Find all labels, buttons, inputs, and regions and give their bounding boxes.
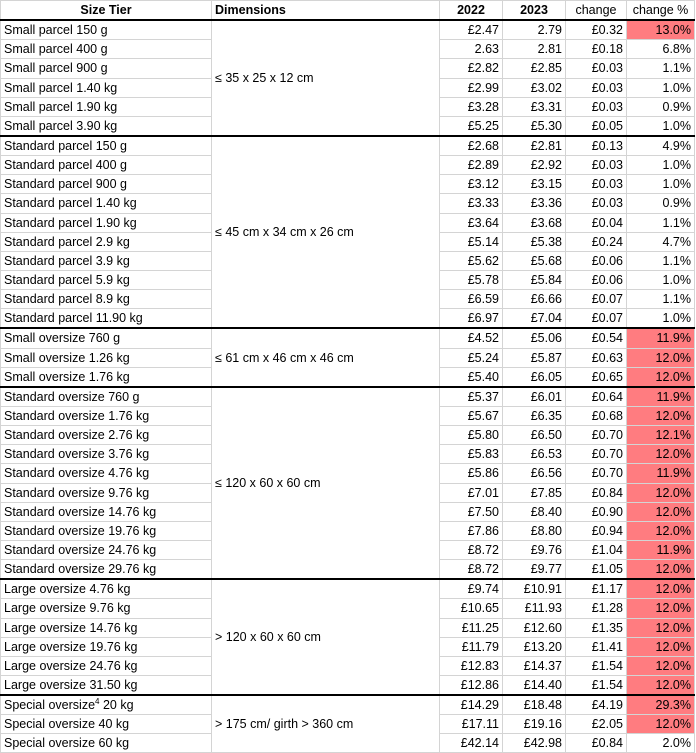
price-2023-cell[interactable]: £8.40 bbox=[503, 502, 566, 521]
change-percent-cell[interactable]: 12.0% bbox=[627, 656, 695, 675]
change-cell[interactable]: £0.13 bbox=[566, 136, 627, 156]
change-percent-cell[interactable]: 1.1% bbox=[627, 251, 695, 270]
change-percent-cell[interactable]: 12.0% bbox=[627, 348, 695, 367]
change-percent-cell[interactable]: 12.0% bbox=[627, 637, 695, 656]
price-2023-cell[interactable]: £3.68 bbox=[503, 213, 566, 232]
price-2022-cell[interactable]: £12.86 bbox=[440, 675, 503, 695]
change-cell[interactable]: £0.03 bbox=[566, 97, 627, 116]
price-2023-cell[interactable]: £6.01 bbox=[503, 387, 566, 407]
size-tier-cell[interactable] bbox=[1, 560, 212, 580]
change-percent-cell[interactable]: 12.0% bbox=[627, 521, 695, 540]
size-tier-label: Standard parcel 150 g bbox=[4, 139, 128, 154]
price-2023-cell[interactable]: £6.50 bbox=[503, 426, 566, 445]
change-cell[interactable]: £0.18 bbox=[566, 40, 627, 59]
change-cell[interactable]: £0.94 bbox=[566, 521, 627, 540]
size-tier-label: Small oversize 760 g bbox=[4, 331, 121, 346]
size-tier-label: Large oversize 4.76 kg bbox=[4, 582, 131, 597]
price-2023-cell[interactable]: £12.60 bbox=[503, 618, 566, 637]
size-tier-label: Standard oversize 2.76 kg bbox=[4, 428, 150, 443]
price-2022-cell[interactable]: 2.63 bbox=[440, 40, 503, 59]
size-tier-label: Special oversize 60 kg bbox=[4, 736, 130, 751]
size-tier-label: Small parcel 400 g bbox=[4, 42, 108, 57]
size-tier-cell[interactable] bbox=[1, 367, 212, 387]
size-tier-cell[interactable] bbox=[1, 521, 212, 540]
price-2022-cell[interactable]: £2.89 bbox=[440, 156, 503, 175]
table-body bbox=[1, 20, 695, 753]
price-2022-cell[interactable]: £5.25 bbox=[440, 116, 503, 136]
size-tier-cell[interactable] bbox=[1, 483, 212, 502]
change-cell[interactable]: £0.03 bbox=[566, 194, 627, 213]
change-percent-cell[interactable]: 12.0% bbox=[627, 618, 695, 637]
size-tier-label: Large oversize 31.50 kg bbox=[4, 677, 138, 692]
change-percent-cell[interactable]: 0.9% bbox=[627, 97, 695, 116]
price-2022-cell[interactable]: £5.24 bbox=[440, 348, 503, 367]
price-2023-cell[interactable]: £14.40 bbox=[503, 675, 566, 695]
change-percent-cell[interactable]: 12.0% bbox=[627, 560, 695, 580]
dimensions-cell[interactable]: ≤ 120 x 60 x 60 cm bbox=[212, 387, 440, 579]
price-2022-cell[interactable]: £4.52 bbox=[440, 328, 503, 348]
change-percent-cell[interactable]: 1.0% bbox=[627, 175, 695, 194]
table-row bbox=[1, 328, 695, 348]
size-tier-label: Standard oversize 29.76 kg bbox=[4, 562, 157, 577]
price-2023-cell[interactable]: £8.80 bbox=[503, 521, 566, 540]
price-2023-cell[interactable]: £42.98 bbox=[503, 734, 566, 753]
change-cell[interactable]: £0.32 bbox=[566, 20, 627, 40]
table-row bbox=[1, 579, 695, 599]
size-tier-label: Large oversize 24.76 kg bbox=[4, 658, 138, 673]
change-percent-cell[interactable]: 4.7% bbox=[627, 232, 695, 251]
price-2023-cell[interactable]: £6.05 bbox=[503, 367, 566, 387]
price-2022-cell[interactable]: £7.01 bbox=[440, 483, 503, 502]
size-tier-label: Standard parcel 11.90 kg bbox=[4, 311, 143, 326]
change-cell[interactable]: £0.07 bbox=[566, 290, 627, 309]
price-2023-cell[interactable]: £11.93 bbox=[503, 599, 566, 618]
table-row bbox=[1, 136, 695, 156]
change-percent-cell[interactable]: 12.0% bbox=[627, 579, 695, 599]
change-cell[interactable]: £0.03 bbox=[566, 156, 627, 175]
size-tier-cell[interactable] bbox=[1, 406, 212, 425]
price-2023-cell[interactable]: £6.53 bbox=[503, 445, 566, 464]
price-2023-cell[interactable]: £5.68 bbox=[503, 251, 566, 270]
price-2022-cell[interactable]: £42.14 bbox=[440, 734, 503, 753]
price-2022-cell[interactable]: £10.65 bbox=[440, 599, 503, 618]
footnote-marker: 4 bbox=[95, 696, 100, 706]
price-2023-cell[interactable]: £5.84 bbox=[503, 270, 566, 289]
change-percent-cell[interactable]: 4.9% bbox=[627, 136, 695, 156]
price-2022-cell[interactable]: £8.72 bbox=[440, 540, 503, 559]
size-tier-label: Standard parcel 400 g bbox=[4, 158, 128, 173]
size-tier-cell[interactable] bbox=[1, 599, 212, 618]
size-tier-label: Standard parcel 8.9 kg bbox=[4, 292, 130, 307]
price-2022-cell[interactable]: £3.12 bbox=[440, 175, 503, 194]
change-percent-cell[interactable]: 12.0% bbox=[627, 715, 695, 734]
size-tier-label: Small oversize 1.26 kg bbox=[4, 350, 130, 365]
dimensions-cell[interactable]: ≤ 45 cm x 34 cm x 26 cm bbox=[212, 136, 440, 328]
size-tier-cell[interactable] bbox=[1, 136, 212, 156]
price-2022-cell[interactable]: £2.82 bbox=[440, 59, 503, 78]
change-percent-cell[interactable]: 12.0% bbox=[627, 445, 695, 464]
price-2022-cell[interactable]: £5.62 bbox=[440, 251, 503, 270]
price-2022-cell[interactable]: £5.14 bbox=[440, 232, 503, 251]
change-percent-cell[interactable]: 2.0% bbox=[627, 734, 695, 753]
change-cell[interactable]: £0.70 bbox=[566, 445, 627, 464]
price-2022-cell[interactable]: £5.86 bbox=[440, 464, 503, 483]
size-tier-label: Standard oversize 4.76 kg bbox=[4, 466, 150, 481]
header-change[interactable]: change bbox=[566, 1, 627, 21]
price-2022-cell[interactable]: £17.11 bbox=[440, 715, 503, 734]
size-tier-cell[interactable] bbox=[1, 675, 212, 695]
price-2023-cell[interactable]: £10.91 bbox=[503, 579, 566, 599]
size-tier-cell[interactable] bbox=[1, 328, 212, 348]
size-tier-label: Special oversize 40 kg bbox=[4, 717, 130, 732]
size-tier-label: Standard oversize 1.76 kg bbox=[4, 409, 150, 424]
size-tier-label: Large oversize 14.76 kg bbox=[4, 620, 138, 635]
price-2023-cell[interactable]: £2.92 bbox=[503, 156, 566, 175]
size-tier-label: Small parcel 1.90 kg bbox=[4, 99, 118, 114]
size-tier-label: Standard parcel 1.90 kg bbox=[4, 215, 137, 230]
size-tier-cell[interactable] bbox=[1, 464, 212, 483]
price-2023-cell[interactable]: £7.85 bbox=[503, 483, 566, 502]
header-change-percent[interactable]: change % bbox=[627, 1, 695, 21]
size-tier-cell[interactable] bbox=[1, 97, 212, 116]
dimensions-cell[interactable]: > 120 x 60 x 60 cm bbox=[212, 579, 440, 695]
table-header bbox=[1, 1, 695, 21]
change-percent-cell[interactable]: 1.0% bbox=[627, 156, 695, 175]
change-percent-cell[interactable]: 1.0% bbox=[627, 309, 695, 329]
change-percent-cell[interactable]: 0.9% bbox=[627, 194, 695, 213]
size-tier-cell[interactable] bbox=[1, 656, 212, 675]
size-tier-label: Large oversize 19.76 kg bbox=[4, 639, 138, 654]
change-cell[interactable]: £0.05 bbox=[566, 116, 627, 136]
price-2022-cell[interactable]: £7.50 bbox=[440, 502, 503, 521]
size-tier-label: Standard oversize 760 g bbox=[4, 389, 140, 404]
price-2023-cell[interactable]: £3.31 bbox=[503, 97, 566, 116]
change-percent-cell[interactable]: 11.9% bbox=[627, 540, 695, 559]
price-2023-cell[interactable]: £6.66 bbox=[503, 290, 566, 309]
price-2022-cell[interactable]: £12.83 bbox=[440, 656, 503, 675]
size-tier-cell[interactable] bbox=[1, 309, 212, 329]
change-percent-cell[interactable]: 29.3% bbox=[627, 695, 695, 715]
size-tier-cell[interactable] bbox=[1, 213, 212, 232]
change-percent-cell[interactable]: 12.1% bbox=[627, 426, 695, 445]
price-2023-cell[interactable]: £5.38 bbox=[503, 232, 566, 251]
price-2022-cell[interactable]: £3.28 bbox=[440, 97, 503, 116]
change-cell[interactable]: £0.54 bbox=[566, 328, 627, 348]
size-tier-cell[interactable] bbox=[1, 78, 212, 97]
price-2022-cell[interactable]: £8.72 bbox=[440, 560, 503, 580]
size-tier-cell[interactable] bbox=[1, 579, 212, 599]
size-tier-label: Small parcel 900 g bbox=[4, 61, 108, 76]
size-tier-cell[interactable] bbox=[1, 175, 212, 194]
size-tier-cell[interactable] bbox=[1, 715, 212, 734]
header-2022[interactable]: 2022 bbox=[440, 1, 503, 21]
price-2023-cell[interactable]: £5.30 bbox=[503, 116, 566, 136]
price-2023-cell[interactable]: £2.85 bbox=[503, 59, 566, 78]
price-2023-cell[interactable]: 2.81 bbox=[503, 40, 566, 59]
change-percent-cell[interactable]: 1.0% bbox=[627, 78, 695, 97]
change-cell[interactable]: £0.07 bbox=[566, 309, 627, 329]
change-cell[interactable]: £1.04 bbox=[566, 540, 627, 559]
size-tier-cell[interactable] bbox=[1, 290, 212, 309]
price-2023-cell[interactable]: 2.79 bbox=[503, 20, 566, 40]
size-tier-cell[interactable] bbox=[1, 194, 212, 213]
change-cell[interactable]: £1.35 bbox=[566, 618, 627, 637]
change-percent-cell[interactable]: 1.0% bbox=[627, 116, 695, 136]
size-tier-cell[interactable] bbox=[1, 156, 212, 175]
size-tier-cell[interactable] bbox=[1, 348, 212, 367]
price-2022-cell[interactable]: £14.29 bbox=[440, 695, 503, 715]
size-tier-cell[interactable] bbox=[1, 40, 212, 59]
dimensions-cell[interactable]: ≤ 35 x 25 x 12 cm bbox=[212, 20, 440, 136]
size-tier-cell[interactable] bbox=[1, 637, 212, 656]
size-tier-label: Standard oversize 3.76 kg bbox=[4, 447, 150, 462]
change-cell[interactable]: £1.17 bbox=[566, 579, 627, 599]
change-percent-cell[interactable]: 12.0% bbox=[627, 367, 695, 387]
change-percent-cell[interactable]: 12.0% bbox=[627, 675, 695, 695]
size-tier-label: Large oversize 9.76 kg bbox=[4, 601, 131, 616]
dimensions-cell[interactable]: ≤ 61 cm x 46 cm x 46 cm bbox=[212, 328, 440, 386]
price-2022-cell[interactable]: £5.37 bbox=[440, 387, 503, 407]
size-tier-cell[interactable] bbox=[1, 59, 212, 78]
header-size-tier[interactable]: Size Tier bbox=[1, 1, 212, 21]
price-2023-cell[interactable]: £7.04 bbox=[503, 309, 566, 329]
change-percent-cell[interactable]: 1.1% bbox=[627, 290, 695, 309]
price-2023-cell[interactable]: £3.15 bbox=[503, 175, 566, 194]
price-2023-cell[interactable]: £5.06 bbox=[503, 328, 566, 348]
change-cell[interactable]: £0.03 bbox=[566, 59, 627, 78]
price-2022-cell[interactable]: £9.74 bbox=[440, 579, 503, 599]
price-2023-cell[interactable]: £3.36 bbox=[503, 194, 566, 213]
price-2023-cell[interactable]: £6.56 bbox=[503, 464, 566, 483]
size-tier-label: Standard oversize 14.76 kg bbox=[4, 504, 157, 519]
size-tier-label: Small parcel 1.40 kg bbox=[4, 80, 118, 95]
change-percent-cell[interactable]: 6.8% bbox=[627, 40, 695, 59]
price-2022-cell[interactable]: £3.64 bbox=[440, 213, 503, 232]
price-2022-cell[interactable]: £2.47 bbox=[440, 20, 503, 40]
size-tier-label: Small parcel 3.90 kg bbox=[4, 118, 118, 133]
header-2023[interactable]: 2023 bbox=[503, 1, 566, 21]
change-percent-cell[interactable]: 11.9% bbox=[627, 387, 695, 407]
size-tier-cell[interactable] bbox=[1, 426, 212, 445]
price-2022-cell[interactable]: £7.86 bbox=[440, 521, 503, 540]
price-2022-cell[interactable]: £6.59 bbox=[440, 290, 503, 309]
price-2022-cell[interactable]: £3.33 bbox=[440, 194, 503, 213]
size-tier-label: Standard parcel 5.9 kg bbox=[4, 273, 130, 288]
change-percent-cell[interactable]: 11.9% bbox=[627, 464, 695, 483]
price-2022-cell[interactable]: £2.68 bbox=[440, 136, 503, 156]
change-cell[interactable]: £1.54 bbox=[566, 675, 627, 695]
change-cell[interactable]: £1.28 bbox=[566, 599, 627, 618]
change-percent-cell[interactable]: 11.9% bbox=[627, 328, 695, 348]
size-tier-label: Standard parcel 900 g bbox=[4, 177, 128, 192]
size-tier-label: Small parcel 150 g bbox=[4, 23, 108, 38]
price-2023-cell[interactable]: £14.37 bbox=[503, 656, 566, 675]
size-tier-cell[interactable] bbox=[1, 540, 212, 559]
price-2022-cell[interactable]: £5.40 bbox=[440, 367, 503, 387]
size-tier-cell[interactable] bbox=[1, 251, 212, 270]
change-cell[interactable]: £0.90 bbox=[566, 502, 627, 521]
price-2023-cell[interactable]: £2.81 bbox=[503, 136, 566, 156]
change-cell[interactable]: £0.63 bbox=[566, 348, 627, 367]
price-2023-cell[interactable]: £9.77 bbox=[503, 560, 566, 580]
price-2022-cell[interactable]: £2.99 bbox=[440, 78, 503, 97]
change-cell[interactable]: £1.05 bbox=[566, 560, 627, 580]
dimensions-cell[interactable]: > 175 cm/ girth > 360 cm bbox=[212, 695, 440, 753]
change-cell[interactable]: £1.41 bbox=[566, 637, 627, 656]
change-cell[interactable]: £0.68 bbox=[566, 406, 627, 425]
change-percent-cell[interactable]: 12.0% bbox=[627, 599, 695, 618]
table-row bbox=[1, 20, 695, 40]
size-tier-cell[interactable] bbox=[1, 618, 212, 637]
size-tier-label: Standard parcel 1.40 kg bbox=[4, 196, 137, 211]
table-row bbox=[1, 695, 695, 715]
size-tier-cell[interactable] bbox=[1, 232, 212, 251]
price-2022-cell[interactable]: £5.80 bbox=[440, 426, 503, 445]
size-tier-label: Small oversize 1.76 kg bbox=[4, 369, 130, 384]
size-tier-label: Standard parcel 2.9 kg bbox=[4, 234, 130, 249]
size-tier-label: Standard oversize 9.76 kg bbox=[4, 485, 150, 500]
size-tier-cell[interactable] bbox=[1, 734, 212, 753]
size-tier-cell[interactable] bbox=[1, 502, 212, 521]
price-2022-cell[interactable]: £5.83 bbox=[440, 445, 503, 464]
change-percent-cell[interactable]: 12.0% bbox=[627, 406, 695, 425]
change-cell[interactable]: £0.03 bbox=[566, 78, 627, 97]
change-percent-cell[interactable]: 1.1% bbox=[627, 59, 695, 78]
price-2022-cell[interactable]: £5.78 bbox=[440, 270, 503, 289]
header-row bbox=[1, 1, 695, 21]
change-cell[interactable]: £1.54 bbox=[566, 656, 627, 675]
size-tier-cell[interactable] bbox=[1, 387, 212, 407]
change-cell[interactable]: £0.84 bbox=[566, 483, 627, 502]
change-cell[interactable]: £0.03 bbox=[566, 175, 627, 194]
size-tier-label: Standard parcel 3.9 kg bbox=[4, 253, 130, 268]
price-2023-cell[interactable]: £19.16 bbox=[503, 715, 566, 734]
size-tier-label: Standard oversize 24.76 kg bbox=[4, 543, 157, 557]
size-tier-label: Standard oversize 19.76 kg bbox=[4, 523, 157, 538]
change-cell[interactable]: £0.06 bbox=[566, 251, 627, 270]
price-2022-cell[interactable]: £5.67 bbox=[440, 406, 503, 425]
change-cell[interactable]: £2.05 bbox=[566, 715, 627, 734]
price-2022-cell[interactable]: £11.25 bbox=[440, 618, 503, 637]
price-2023-cell[interactable]: £9.76 bbox=[503, 540, 566, 559]
price-2023-cell[interactable]: £3.02 bbox=[503, 78, 566, 97]
size-tier-label: Special oversize bbox=[4, 698, 96, 713]
size-tier-cell[interactable] bbox=[1, 445, 212, 464]
change-cell[interactable]: £0.65 bbox=[566, 367, 627, 387]
change-cell[interactable]: £0.84 bbox=[566, 734, 627, 753]
change-percent-cell[interactable]: 1.1% bbox=[627, 213, 695, 232]
change-percent-cell[interactable]: 13.0% bbox=[627, 20, 695, 40]
size-tier-cell[interactable] bbox=[1, 20, 212, 40]
price-2023-cell[interactable]: £5.87 bbox=[503, 348, 566, 367]
change-cell[interactable]: £4.19 bbox=[566, 695, 627, 715]
change-cell[interactable]: £0.70 bbox=[566, 464, 627, 483]
size-tier-weight: 20 kg bbox=[99, 698, 134, 713]
size-tier-cell[interactable] bbox=[1, 695, 212, 715]
price-2023-cell[interactable]: £6.35 bbox=[503, 406, 566, 425]
header-dimensions[interactable]: Dimensions bbox=[212, 1, 440, 21]
price-2022-cell[interactable]: £11.79 bbox=[440, 637, 503, 656]
price-2023-cell[interactable]: £18.48 bbox=[503, 695, 566, 715]
change-cell[interactable]: £0.70 bbox=[566, 426, 627, 445]
change-cell[interactable]: £0.24 bbox=[566, 232, 627, 251]
price-2022-cell[interactable]: £6.97 bbox=[440, 309, 503, 329]
change-percent-cell[interactable]: 1.0% bbox=[627, 270, 695, 289]
price-2023-cell[interactable]: £13.20 bbox=[503, 637, 566, 656]
size-tier-cell[interactable] bbox=[1, 116, 212, 136]
change-cell[interactable]: £0.64 bbox=[566, 387, 627, 407]
change-percent-cell[interactable]: 12.0% bbox=[627, 483, 695, 502]
change-cell[interactable]: £0.04 bbox=[566, 213, 627, 232]
change-cell[interactable]: £0.06 bbox=[566, 270, 627, 289]
table-row bbox=[1, 387, 695, 407]
size-tier-cell[interactable] bbox=[1, 270, 212, 289]
change-percent-cell[interactable]: 12.0% bbox=[627, 502, 695, 521]
